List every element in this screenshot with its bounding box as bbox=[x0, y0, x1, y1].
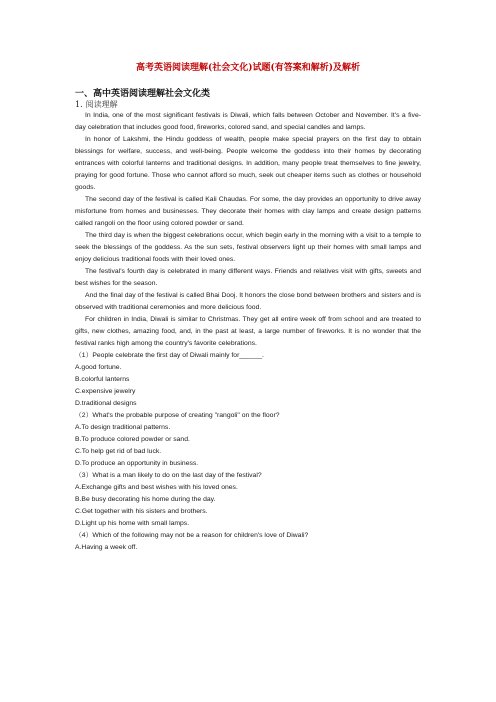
question-stem: （4）Which of the following may not be a reason for children's love of Diwali? bbox=[75, 532, 309, 539]
passage-paragraph: In India, one of the most significant festivals is Diwali, which falls between October and November. It's a five-day celebration that includes good food, fireworks, colored sand, and special candles and lamps. bbox=[75, 112, 421, 131]
question-option: A.good fortune. bbox=[75, 364, 122, 371]
sub-heading-label: 阅读理解 bbox=[85, 100, 118, 109]
section-heading: 一、高中英语阅读理解社会文化类 bbox=[75, 89, 211, 99]
question-option: C.To help get rid of bad luck. bbox=[75, 448, 162, 455]
question-option: C.expensive jewelry bbox=[75, 388, 136, 395]
question-option: B.colorful lanterns bbox=[75, 376, 130, 383]
passage-paragraph: The second day of the festival is called Kali Chaudas. For some, the day provides an opportunity to drive away misfortune from homes and businesses. They decorate their homes with clay lamps and create design patterns called rangoli on the floor using colored powder or sand. bbox=[75, 196, 421, 227]
question-stem: （1）People celebrate the first day of Diwali mainly for______. bbox=[75, 352, 264, 359]
question-option: D.Light up his home with small lamps. bbox=[75, 520, 190, 527]
passage-paragraph: For children in India, Diwali is similar to Christmas. They get all entire week off from school and are treated to gifts, new clothes, amazing food, and, in the past at least, a large number of fireworks. It is no wonder that the festival ranks high among the country's favorite celebrations. bbox=[75, 316, 421, 347]
question-option: D.To produce an opportunity in business. bbox=[75, 460, 199, 467]
question-option: A.Having a week off. bbox=[75, 544, 138, 551]
passage-paragraph: In honor of Lakshmi, the Hindu goddess of wealth, people make special prayers on the first day to obtain blessings for welfare, success, and well-being. People welcome the goddess into their homes by decorating entrances with colorful lanterns and traditional designs. In addition, many people treat themselves to fine jewelry, praying for good fortune. Those who cannot afford so much, seek out cheaper items such as clothes or household goods. bbox=[75, 136, 421, 191]
sub-heading-number: 1. bbox=[75, 100, 83, 109]
question-option: A.Exchange gifts and best wishes with his loved ones. bbox=[75, 484, 238, 491]
sub-heading bbox=[75, 99, 118, 110]
question-option: A.To design traditional patterns. bbox=[75, 424, 171, 431]
passage-body bbox=[75, 110, 421, 554]
question-stem: （2）What's the probable purpose of creating "rangoli" on the floor? bbox=[75, 412, 280, 419]
question-option: C.Get together with his sisters and brothers. bbox=[75, 508, 208, 515]
document-title: 高考英语阅读理解(社会文化)试题(有答案和解析)及解析 bbox=[135, 63, 361, 73]
question-option: B.Be busy decorating his home during the day. bbox=[75, 496, 216, 503]
question-option: B.To produce colored powder or sand. bbox=[75, 436, 190, 443]
passage-paragraph: The festival's fourth day is celebrated in many different ways. Friends and relatives visit with gifts, sweets and best wishes for the season. bbox=[75, 268, 421, 287]
passage-paragraph: And the final day of the festival is called Bhai Dooj. It honors the close bond between brothers and sisters and is observed with traditional ceremonies and more delicious food. bbox=[75, 292, 421, 311]
question-option: D.traditional designs bbox=[75, 400, 137, 407]
passage-paragraph: The third day is when the biggest celebrations occur, which begin early in the morning with a visit to a temple to seek the blessings of the goddess. As the sun sets, festival observers light up their homes with small lamps and enjoy delicious traditional foods with their loved ones. bbox=[75, 232, 421, 263]
question-stem: （3）What is a man likely to do on the last day of the festival? bbox=[75, 472, 262, 479]
